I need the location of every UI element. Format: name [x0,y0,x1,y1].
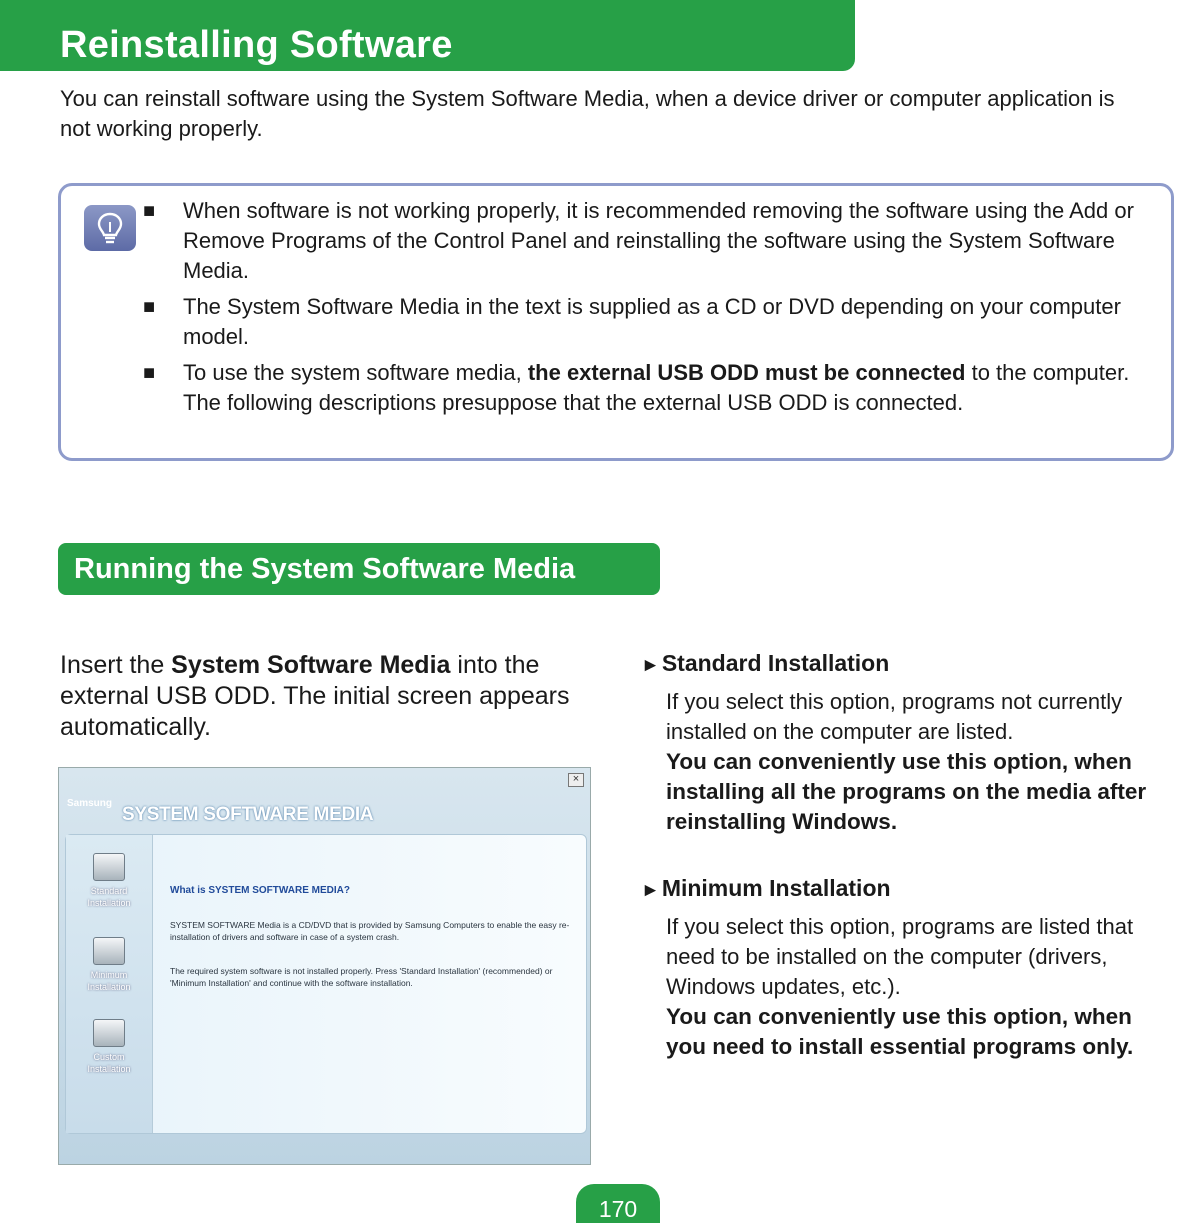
standard-installation-button[interactable]: Standard Installation [66,853,152,909]
note-item [143,358,1163,418]
media-description: SYSTEM SOFTWARE Media is a CD/DVD that is provided by Samsung Computers to enable the easy re-installation of drivers and software in case of a system crash. [170,920,570,942]
note-item [143,196,1163,286]
system-software-media-screenshot [58,767,591,1165]
installation-sidebar [66,835,153,1133]
page-number: 170 [598,1196,638,1222]
option-tip: You can conveniently use this option, when installing all the programs on the media after reinstalling Windows. [666,749,1147,834]
insert-text: Insert the [60,651,172,679]
title-bar [0,0,855,71]
bullet-icon: ■ [143,296,156,318]
section-header [58,543,660,595]
brand-logo: Samsung [67,798,113,809]
note-text: To use the system software media, [183,360,528,385]
note-box [58,183,1174,461]
option-heading: Minimum Installation [661,875,891,901]
bullet-icon: ■ [143,362,156,384]
page-title: Reinstalling Software [60,24,453,66]
lightbulb-icon [84,205,136,251]
minimum-installation-button[interactable]: Minimum Installation [66,937,152,993]
section-title: Running the System Software Media [74,553,576,585]
arrow-right-icon: ► [641,655,660,676]
note-text: The System Software Media in the text is supplied as a CD or DVD depending on your computer model. [183,294,1121,349]
note-text: to the computer. The following descriptions presuppose that the external USB ODD is connected. [183,360,1130,415]
option-description: If you select this option, programs not currently installed on the computer are listed. [666,689,1123,744]
monitor-icon [93,853,125,881]
media-instruction: The required system software is not installed properly. Press 'Standard Installation' (recommended) or 'Minimum Installation' and continue with the software installation. [170,966,553,988]
grid-checklist-icon [93,1019,125,1047]
option-description: If you select this option, programs are listed that need to be installed on the computer (drivers, Windows updates, etc.). [666,914,1134,999]
media-title: SYSTEM SOFTWARE MEDIA [122,804,374,825]
option-standard [641,648,1171,837]
page-number-tab [576,1184,660,1223]
note-text: When software is not working properly, it is recommended removing the software using the Add or Remove Programs of the Control Panel and reinstalling the software using the System Software Media. [183,198,1134,283]
note-bold-text: the external USB ODD must be connected [527,360,966,385]
arrow-right-icon: ► [641,880,660,901]
intro-text: You can reinstall software using the System Software Media, when a device driver or computer application is not working properly. [60,86,1115,141]
insert-text: into the external USB ODD. The initial screen appears automatically. [60,651,570,741]
media-panel [65,834,587,1134]
option-minimum [641,873,1171,1062]
option-heading: Standard Installation [661,650,890,676]
bullet-icon: ■ [143,200,156,222]
insert-bold-text: System Software Media [171,651,451,679]
close-icon[interactable]: × [568,773,584,787]
note-list [143,196,1163,424]
option-tip: You can conveniently use this option, when you need to install essential programs only. [666,1004,1134,1059]
insert-instruction [60,650,600,743]
custom-installation-button[interactable]: Custom Installation [66,1019,152,1075]
media-question: What is SYSTEM SOFTWARE MEDIA? [170,885,351,896]
installation-options [641,648,1171,1062]
note-item [143,292,1163,352]
checklist-icon [93,937,125,965]
